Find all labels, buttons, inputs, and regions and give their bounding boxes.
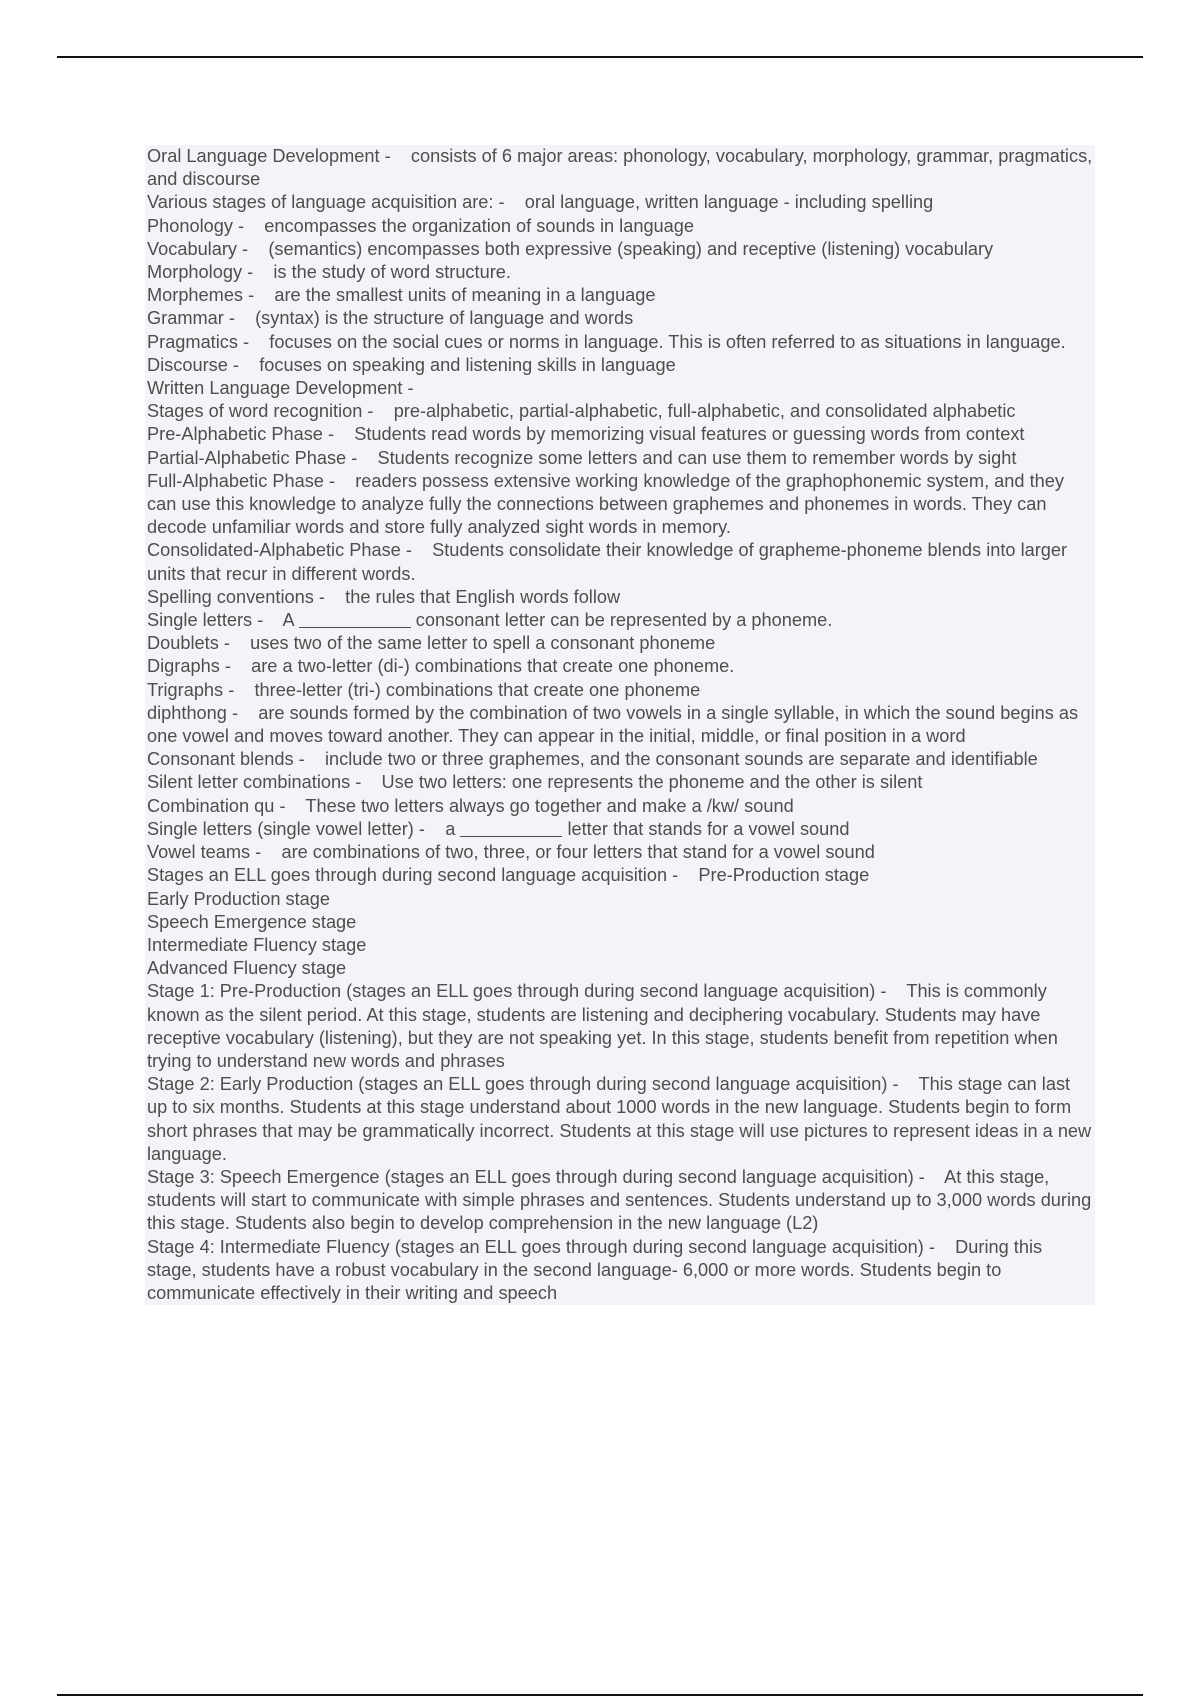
entry-definition: are a two-letter (di-) combinations that create one phoneme.: [251, 656, 735, 677]
entry-definition: Students read words by memorizing visual features or guessing words from context: [354, 424, 1025, 445]
entry-definition-prefix: A: [282, 610, 294, 631]
entry: [145, 284, 1095, 307]
entry: [145, 888, 1095, 911]
entry: [145, 911, 1095, 934]
entry: [145, 238, 1095, 261]
entry-definition: Intermediate Fluency stage: [147, 934, 367, 955]
entry-term: Written Language Development -: [147, 378, 414, 399]
entry: [145, 818, 1095, 841]
entry: [145, 748, 1095, 771]
entry: [145, 771, 1095, 794]
entry-term: Spelling conventions -: [147, 586, 325, 607]
entry: [145, 447, 1095, 470]
entry-term: Stage 1: Pre-Production (stages an ELL goes through during second language acquisition) -: [147, 981, 887, 1002]
entry-term: Silent letter combinations -: [147, 772, 362, 793]
entry-term: Single letters (single vowel letter) -: [147, 818, 425, 839]
entry-term: Various stages of language acquisition are: -: [147, 192, 505, 213]
entry: [145, 679, 1095, 702]
entry-term: Digraphs -: [147, 656, 231, 677]
entry-definition: oral language, written language - including spelling: [524, 192, 934, 213]
flashcard-text-body: [145, 145, 1098, 1305]
entry: [145, 423, 1095, 446]
top-rule: [57, 56, 1143, 58]
entry: [145, 864, 1095, 887]
entry: [145, 702, 1095, 748]
entry-term: Stage 2: Early Production (stages an ELL goes through during second language acquisition) -: [147, 1074, 899, 1095]
entry: [145, 539, 1095, 585]
entry: [145, 980, 1095, 1073]
entry-definition: (syntax) is the structure of language and words: [255, 308, 634, 329]
entry: [145, 470, 1095, 540]
entry: [145, 377, 1095, 400]
entry-definition: These two letters always go together and make a /kw/ sound: [305, 795, 794, 816]
entry-term: Combination qu -: [147, 795, 286, 816]
entry-term: Vowel teams -: [147, 842, 262, 863]
entry-term: Oral Language Development -: [147, 146, 391, 166]
entry-definition: encompasses the organization of sounds in language: [264, 215, 695, 236]
entry-term: Stages of word recognition -: [147, 401, 374, 422]
entry-definition: Students consolidate their knowledge of grapheme-phoneme blends into larger units that recur in different words.: [147, 540, 1073, 584]
entry-definition: focuses on the social cues or norms in language. This is often referred to as situations in language.: [269, 331, 1066, 352]
entry: [145, 145, 1098, 191]
entry-term: Partial-Alphabetic Phase -: [147, 447, 358, 468]
entry: [145, 586, 1095, 609]
entry-term: Pre-Alphabetic Phase -: [147, 424, 335, 445]
entry-definition: the rules that English words follow: [345, 586, 621, 607]
entry-term: Stages an ELL goes through during second language acquisition -: [147, 865, 679, 886]
entry-definition: At this stage, students will start to communicate with simple phrases and sentences. Students understand up to 3,000 words during this stage. Students also begin to develop comprehension in the new language (L2): [147, 1166, 1097, 1234]
entry-term: Trigraphs -: [147, 679, 235, 700]
entry-definition: are sounds formed by the combination of two vowels in a single syllable, in which the sound begins as one vowel and moves toward another. They can appear in the initial, middle, or final position in a word: [147, 702, 1084, 747]
entry-definition: are combinations of two, three, or four letters that stand for a vowel sound: [281, 842, 875, 863]
entry-definition: is the study of word structure.: [273, 262, 511, 283]
entry-term: diphthong -: [147, 702, 239, 723]
entry: [145, 934, 1095, 957]
entry-term: Stage 3: Speech Emergence (stages an ELL goes through during second language acquisition) -: [147, 1166, 925, 1187]
entry-term: Discourse -: [147, 354, 239, 375]
entry: [145, 191, 1095, 214]
entry-definition: include two or three graphemes, and the consonant sounds are separate and identifiable: [324, 749, 1038, 770]
entry: [145, 841, 1095, 864]
entry-definition: readers possess extensive working knowledge of the graphophonemic system, and they can use this knowledge to analyze fully the connections between graphemes and phonemes in words. They can decode unfamiliar words and store fully analyzed sight words in memory.: [147, 470, 1070, 538]
entry-term: Consolidated-Alphabetic Phase -: [147, 540, 412, 561]
entry-definition: Advanced Fluency stage: [147, 958, 347, 979]
entry-term: Single letters -: [147, 610, 264, 631]
entry: [145, 632, 1095, 655]
entry: [145, 400, 1095, 423]
entry: [145, 215, 1095, 238]
entry: [145, 609, 1095, 632]
entry: [145, 1166, 1095, 1236]
entry-definition: This stage can last up to six months. Students at this stage understand about 1000 words in the new language. Students begin to form short phrases that may be grammatically incorrect. Students at this stage will use pictures to represent ideas in a new language.: [147, 1074, 1097, 1164]
entry-term: Doublets -: [147, 633, 230, 654]
entry-definition-prefix: a: [445, 818, 456, 839]
entry-definition: three-letter (tri-) combinations that create one phoneme: [254, 679, 701, 700]
entry-term: Morphology -: [147, 262, 254, 283]
entry-term: Phonology -: [147, 215, 245, 236]
fill-in-blank: [299, 610, 411, 628]
entry-definition: Speech Emergence stage: [147, 911, 357, 932]
fill-in-blank: [460, 819, 562, 837]
entry-definition: Use two letters: one represents the phoneme and the other is silent: [381, 772, 923, 793]
entry: [145, 261, 1095, 284]
entry-definition: are the smallest units of meaning in a language: [274, 285, 656, 306]
entry-definition: (semantics) encompasses both expressive (speaking) and receptive (listening) vocabulary: [268, 238, 994, 259]
entry: [145, 354, 1095, 377]
entry-definition-suffix: letter that stands for a vowel sound: [567, 818, 850, 839]
entry: [145, 957, 1095, 980]
entry: [145, 1236, 1095, 1306]
entry-definition: Early Production stage: [147, 888, 330, 909]
entry-term: Stage 4: Intermediate Fluency (stages an ELL goes through during second language acquisition) -: [147, 1236, 935, 1257]
entry-term: Full-Alphabetic Phase -: [147, 470, 336, 491]
entry-term: Vocabulary -: [147, 238, 249, 259]
entry: [145, 1073, 1095, 1166]
entry-term: Morphemes -: [147, 285, 255, 306]
entry-definition-suffix: consonant letter can be represented by a phoneme.: [415, 610, 833, 631]
entry-definition: pre-alphabetic, partial-alphabetic, full-alphabetic, and consolidated alphabetic: [393, 401, 1016, 422]
entry-definition: consists of 6 major areas: phonology, vocabulary, morphology, grammar, pragmatics, and discourse: [147, 146, 1098, 190]
entry-definition: uses two of the same letter to spell a consonant phoneme: [250, 633, 716, 654]
entry-term: Grammar -: [147, 308, 235, 329]
entry-definition: focuses on speaking and listening skills in language: [259, 354, 676, 375]
entry-term: Pragmatics -: [147, 331, 250, 352]
entry: [145, 331, 1095, 354]
entry: [145, 795, 1095, 818]
entry: [145, 307, 1095, 330]
entry-definition: During this stage, students have a robust vocabulary in the second language- 6,000 or more words. Students begin to communicate effectively in their writing and speech: [147, 1236, 1048, 1303]
entry: [145, 655, 1095, 678]
entry-definition: Pre-Production stage: [698, 865, 870, 886]
entry-term: Consonant blends -: [147, 749, 305, 770]
entry-definition: This is commonly known as the silent period. At this stage, students are listening and deciphering vocabulary. Students may have receptive vocabulary (listening), but they are not speaking yet. In this stage, students benefit from repetition when trying to understand new words and phrases: [147, 981, 1063, 1071]
entry-definition: Students recognize some letters and can use them to remember words by sight: [377, 447, 1017, 468]
bottom-rule: [57, 1694, 1143, 1696]
